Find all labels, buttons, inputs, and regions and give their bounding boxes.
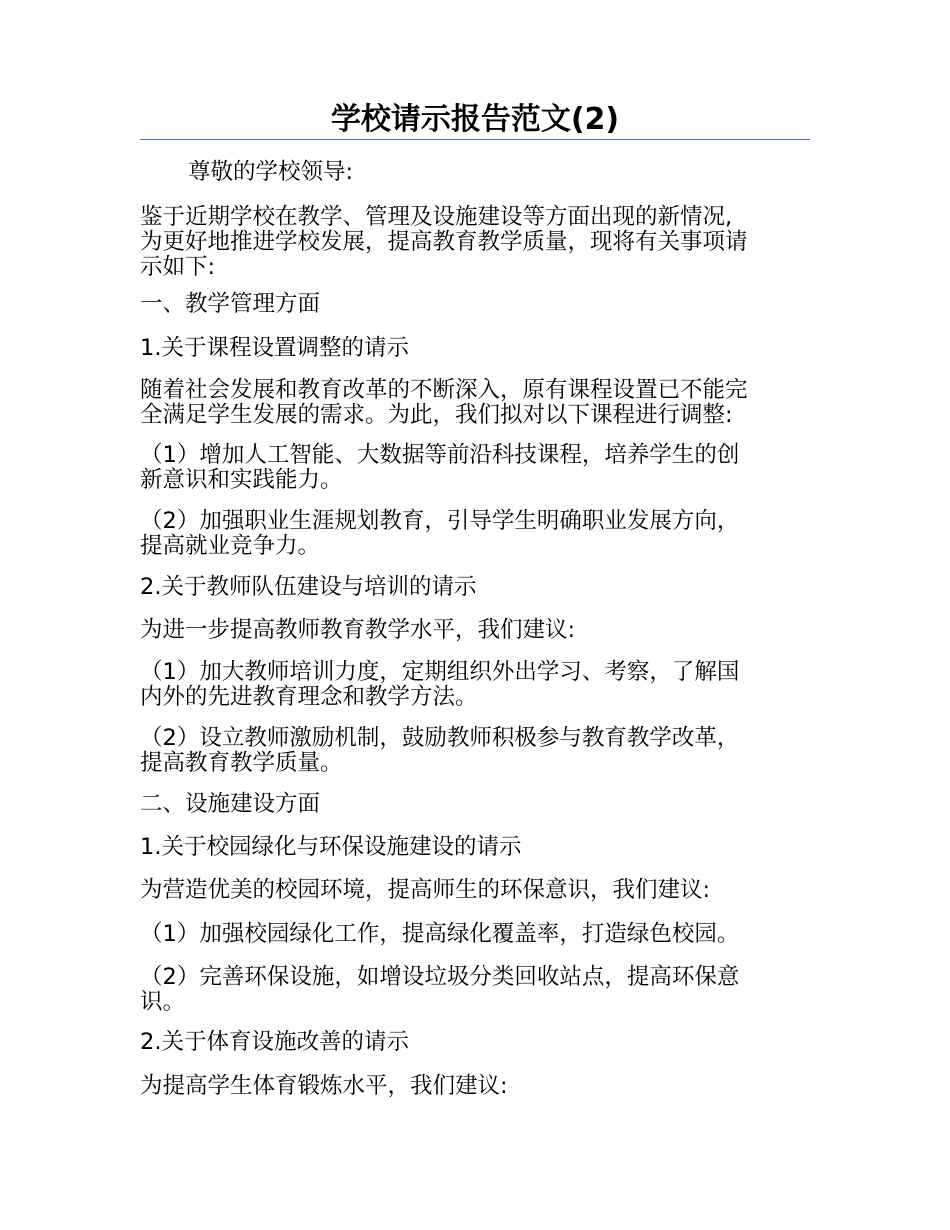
paragraph-curriculum [140, 378, 810, 428]
text-line: 2.关于体育设施改善的请示 [140, 1029, 409, 1055]
text-line: 为营造优美的校园环境，提高师生的环保意识，我们建议: [140, 877, 711, 903]
text-line: （1）加强校园绿化工作，提高绿化覆盖率，打造绿色校园。 [140, 921, 740, 947]
paragraph-greening [140, 878, 810, 903]
text-line: 鉴于近期学校在教学、管理及设施建设等方面出现的新情况, [140, 204, 733, 230]
text-line: 提高就业竞争力。 [140, 533, 321, 559]
text-line: 为进一步提高教师教育教学水平，我们建议: [140, 617, 576, 643]
section-heading-facilities [140, 792, 810, 817]
list-item-greening-1 [140, 922, 810, 947]
paragraph-intro [140, 205, 810, 280]
list-item-curriculum-2 [140, 509, 810, 559]
text-line: 2.关于教师队伍建设与培训的请示 [140, 574, 477, 600]
text-line: 1.关于课程设置调整的请示 [140, 335, 409, 361]
page-title: 学校请示报告范文(2) [330, 102, 620, 137]
paragraph-teachers [140, 618, 810, 643]
list-item-curriculum-1 [140, 443, 810, 493]
section-heading-teaching [140, 292, 810, 317]
list-item-teachers-1 [140, 660, 810, 710]
subheading-teachers [140, 575, 810, 600]
text-line: 新意识和实践能力。 [140, 467, 343, 493]
text-line: （1）加大教师培训力度，定期组织外出学习、考察，了解国 [140, 659, 740, 685]
text-line: （2）完善环保设施，如增设垃圾分类回收站点，提高环保意 [140, 964, 740, 990]
text-line: 为提高学生体育锻炼水平，我们建议: [140, 1073, 508, 1099]
text-line: 全满足学生发展的需求。为此，我们拟对以下课程进行调整: [140, 402, 733, 428]
text-line: （2）设立教师激励机制，鼓励教师积极参与教育教学改革， [140, 725, 740, 751]
text-line: 提高教育教学质量。 [140, 750, 343, 776]
list-item-greening-2 [140, 965, 810, 1015]
text-line: 1.关于校园绿化与环保设施建设的请示 [140, 834, 522, 860]
subheading-sports [140, 1030, 810, 1055]
list-item-teachers-2 [140, 726, 810, 776]
title-underline [140, 139, 810, 140]
subheading-curriculum [140, 336, 810, 361]
text-line: 识。 [140, 989, 186, 1015]
text-line: 示如下: [140, 254, 216, 280]
text-line: 一、教学管理方面 [140, 291, 321, 317]
text-line: 随着社会发展和教育改革的不断深入，原有课程设置已不能完 [140, 377, 748, 403]
text-line: 二、设施建设方面 [140, 791, 321, 817]
text-line: （1）增加人工智能、大数据等前沿科技课程，培养学生的创 [140, 442, 740, 468]
text-line: 为更好地推进学校发展，提高教育教学质量，现将有关事项请 [140, 229, 748, 255]
paragraph-sports [140, 1074, 810, 1099]
text-line: （2）加强职业生涯规划教育，引导学生明确职业发展方向， [140, 508, 740, 534]
salutation: 尊敬的学校领导: [188, 159, 354, 185]
subheading-greening [140, 835, 810, 860]
text-line: 内外的先进教育理念和教学方法。 [140, 684, 478, 710]
